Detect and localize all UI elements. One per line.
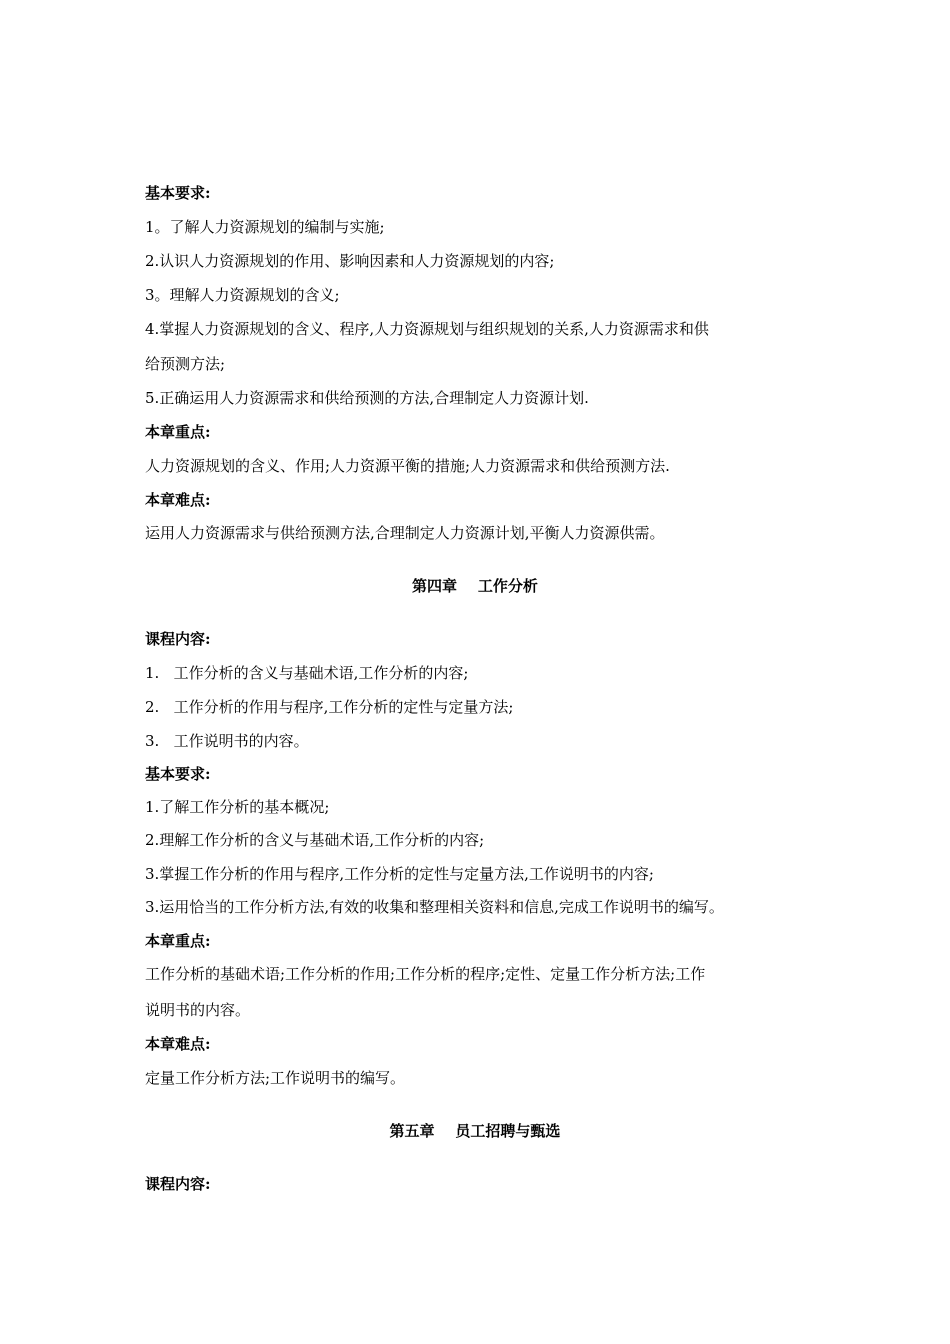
basic-requirements-heading: 基本要求:	[145, 765, 211, 783]
basic-requirement-item: 1.了解工作分析的基本概况;	[145, 798, 330, 816]
basic-requirements-heading: 基本要求:	[145, 184, 211, 202]
key-points-text: 人力资源规划的含义、作用;人力资源平衡的措施;人力资源需求和供给预测方法.	[145, 457, 670, 475]
key-points-text: 工作分析的基础术语;工作分析的作用;工作分析的程序;定性、定量工作分析方法;工作	[145, 965, 706, 983]
chapter-title: 第四章 工作分析	[412, 577, 538, 595]
course-content-heading: 课程内容:	[145, 1175, 211, 1193]
basic-requirement-item: 5.正确运用人力资源需求和供给预测的方法,合理制定人力资源计划.	[145, 389, 589, 407]
basic-requirement-item: 2.认识人力资源规划的作用、影响因素和人力资源规划的内容;	[145, 252, 555, 270]
key-points-heading: 本章重点:	[145, 932, 211, 950]
chapter-title: 第五章 员工招聘与甄选	[389, 1122, 561, 1140]
basic-requirement-item: 1。了解人力资源规划的编制与实施;	[145, 218, 385, 236]
basic-requirement-item: 3。理解人力资源规划的含义;	[145, 286, 340, 304]
key-points-text-continued: 说明书的内容。	[145, 1001, 251, 1019]
course-content-item: 3. 工作说明书的内容。	[145, 732, 309, 750]
course-content-item: 2. 工作分析的作用与程序,工作分析的定性与定量方法;	[145, 698, 514, 716]
difficult-points-text: 运用人力资源需求与供给预测方法,合理制定人力资源计划,平衡人力资源供需。	[145, 524, 665, 542]
difficult-points-text: 定量工作分析方法;工作说明书的编写。	[145, 1069, 406, 1087]
basic-requirement-item: 3.掌握工作分析的作用与程序,工作分析的定性与定量方法,工作说明书的内容;	[145, 865, 654, 883]
course-content-item: 1. 工作分析的含义与基础术语,工作分析的内容;	[145, 664, 469, 682]
course-content-heading: 课程内容:	[145, 630, 211, 648]
basic-requirement-item: 3.运用恰当的工作分析方法,有效的收集和整理相关资料和信息,完成工作说明书的编写。	[145, 898, 724, 916]
basic-requirement-item: 4.掌握人力资源规划的含义、程序,人力资源规划与组织规划的关系,人力资源需求和供	[145, 320, 709, 338]
difficult-points-heading: 本章难点:	[145, 1035, 211, 1053]
key-points-heading: 本章重点:	[145, 423, 211, 441]
difficult-points-heading: 本章难点:	[145, 491, 211, 509]
basic-requirement-item: 2.理解工作分析的含义与基础术语,工作分析的内容;	[145, 831, 485, 849]
basic-requirement-item-continued: 给预测方法;	[145, 355, 226, 373]
